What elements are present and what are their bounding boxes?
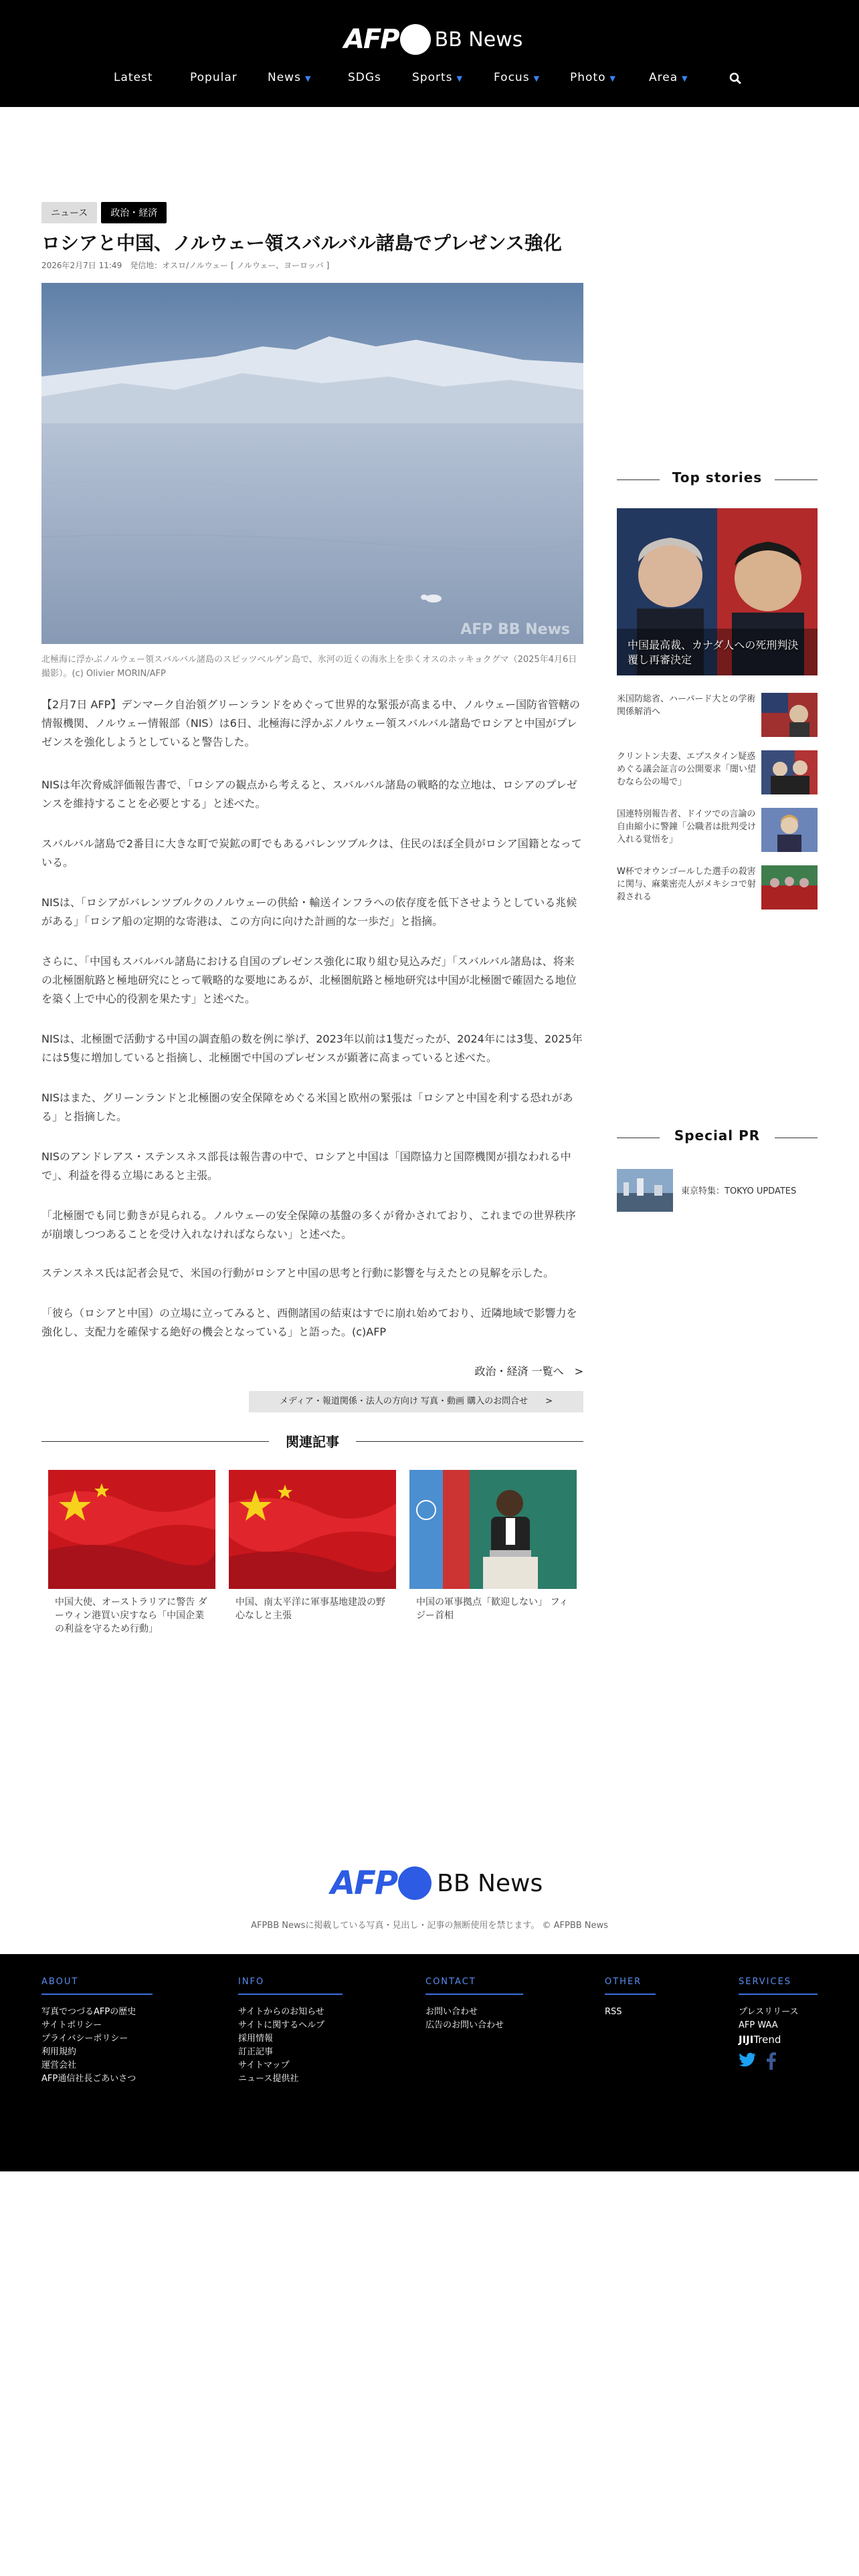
footer-link[interactable]: 広告のお問い合わせ	[425, 2020, 504, 2030]
nav-area[interactable]: Area ▼	[649, 71, 688, 84]
nav-sports[interactable]: Sports ▼	[412, 71, 463, 84]
story-thumbnail	[761, 693, 818, 737]
top-stories-heading: Top stories	[617, 469, 818, 490]
footer-heading: OTHER	[605, 1977, 656, 1995]
footer-link[interactable]: 採用情報	[238, 2034, 274, 2044]
article-paragraph: NISは年次脅威評価報告書で、「ロシアの観点から考えると、スバルバル諸島の戦略的な立地は、ロシアのプレゼンスを維持することを必要とする」と述べた。	[41, 778, 577, 810]
logo-circle	[400, 24, 431, 55]
chevron-down-icon: ▼	[456, 74, 463, 83]
pr-title: 東京特集：TOKYO UPDATES	[681, 1186, 797, 1196]
top-story-caption: 中国最高裁、カナダ人への死刑判決覆し再審決定	[628, 639, 799, 666]
twitter-icon[interactable]	[739, 2052, 756, 2072]
related-thumbnail	[48, 1470, 215, 1589]
nav-news[interactable]: News ▼	[268, 71, 312, 84]
article-paragraph: さらに、「中国もスバルバル諸島における自国のプレゼンス強化に取り組む見込みだ」「スバルバル諸島は、将来の北極圏航路と極地研究にとって戦略的な要地にあるが、北極圏航路と極地研究は中国が北極圏で確固たる地位を築く上で中心的役割を果たす」と述べた。	[41, 955, 577, 1005]
article-paragraph: 「彼ら（ロシアと中国）の立場に立ってみると、西側諸国の結束はすでに崩れ始めており、近隣地域で影響力を強化し、支配力を確保する絶好の機会となっている」と語った。(c)AFP	[41, 1307, 577, 1338]
top-story-feature[interactable]	[617, 508, 818, 675]
related-caption: 中国、南太平洋に軍事基地建設の野心なしと主張	[235, 1597, 385, 1621]
footer-heading: INFO	[238, 1977, 343, 1995]
footer-link[interactable]: サイトからのお知らせ	[238, 2007, 324, 2017]
footer-logo-bbnews: BB News	[437, 1869, 543, 1897]
footer-column-contact	[425, 1977, 523, 2032]
footer-link[interactable]: プライバシーポリシー	[41, 2034, 128, 2044]
related-thumbnail	[409, 1470, 577, 1589]
article-paragraph: ステンスネス氏は記者会見で、米国の行動がロシアと中国の思考と行動に影響を与えたとの見解を示した。	[41, 1267, 555, 1279]
footer-column-services	[739, 1977, 818, 2072]
chevron-down-icon: ▼	[682, 74, 688, 83]
search-icon[interactable]	[729, 72, 743, 86]
category-list-link[interactable]: 政治・経済 一覧へ >	[474, 1365, 583, 1378]
related-article-card[interactable]	[48, 1470, 215, 1636]
footer-link[interactable]: 運営会社	[41, 2060, 77, 2070]
story-thumbnail	[761, 865, 818, 909]
afpbb-logo[interactable]	[344, 23, 522, 56]
image-caption: 北極海に浮かぶノルウェー領スバルバル諸島のスピッツベルゲン島で、氷河の近くの海氷上を歩くオスのホッキョクグマ（2025年4月6日撮影）。(c) Olivier MORIN/AFP	[41, 655, 577, 679]
article-hero-image	[41, 283, 583, 644]
story-thumbnail	[761, 750, 818, 794]
footer-link[interactable]: サイトマップ	[238, 2060, 290, 2070]
footer-logo-afp: AFP	[330, 1864, 397, 1902]
article-meta: 2026年2月7日 11:49 発信地：オスロ/ノルウェー [ ノルウェー、ヨーロッパ ]	[41, 261, 330, 270]
footer-column-about	[41, 1977, 153, 2086]
story-thumbnail	[761, 808, 818, 852]
footer-link[interactable]: プレスリリース	[739, 2007, 799, 2017]
top-story-item[interactable]	[617, 808, 818, 855]
footer-link[interactable]: 写真でつづるAFPの歴史	[41, 2007, 136, 2017]
related-article-card[interactable]	[409, 1470, 577, 1622]
article-paragraph: 「北極圏でも同じ動きが見られる。ノルウェーの安全保障の基盤の多くが脅かされており、これまでの世界秩序が崩壊しつつあることを受け入れなければならない」と述べた。	[41, 1209, 576, 1241]
top-story-title: 米国防総省、ハーバード大との学術関係解消へ	[617, 694, 756, 717]
pr-thumbnail	[617, 1169, 673, 1212]
nav-focus[interactable]: Focus ▼	[494, 71, 541, 84]
top-story-title: クリントン夫妻、エプスタイン疑惑めぐる議会証言の公開要求「闇い望むなら公の場で」	[617, 752, 757, 787]
footer-link[interactable]: サイトに関するヘルプ	[238, 2020, 325, 2030]
top-story-item[interactable]	[617, 693, 818, 740]
footer-heading: CONTACT	[425, 1977, 523, 1995]
related-article-card[interactable]	[229, 1470, 396, 1622]
image-watermark: AFP BB News	[460, 621, 570, 638]
top-story-title: 国連特別報告者、ドイツでの言論の自由縮小に警鐘「公職者は批判受け入れる覚悟を」	[617, 809, 757, 845]
main-nav	[0, 71, 859, 94]
top-story-item[interactable]	[617, 865, 818, 912]
footer-column-other	[605, 1977, 656, 2019]
article-paragraph: NISのアンドレアス・ステンスネス部長は報告書の中で、ロシアと中国は「国際協力と国際機関が損なわれる中で」、利益を得る立場にあると主張。	[41, 1150, 571, 1182]
article-paragraph: 【2月7日 AFP】デンマーク自治領グリーンランドをめぐって世界的な緊張が高まる中、ノルウェー国防省管轄の情報機関、ノルウェー情報部（NIS）は6日、北極海に浮かぶノルウェー領スバルバル諸島でロシアと中国がプレゼンスを強化しようとしていると警告した。	[41, 698, 581, 748]
related-thumbnail	[229, 1470, 396, 1589]
article-paragraph: NISは、「ロシアがバレンツブルクのノルウェーの供給・輸送インフラへの依存度を低下させようとしている兆候がある」「ロシア船の定期的な寄港は、この方向に向けた計画的な一歩だ」と指摘。	[41, 896, 577, 928]
copyright-notice: AFPBB Newsに掲載している写真・見出し・記事の無断使用を禁じます。 © AFPBB News	[251, 1921, 608, 1931]
related-caption: 中国大使、オーストラリアに警告 ダーウィン港買い戻すなら「中国企業の利益を守るため行動」	[55, 1597, 207, 1634]
article-paragraph: NISはまた、グリーンランドと北極圏の安全保障をめぐる米国と欧州の緊張は「ロシアと中国を利する恐れがある」と指摘した。	[41, 1091, 573, 1123]
footer-link[interactable]: 訂正記事	[238, 2047, 274, 2057]
site-header	[0, 0, 859, 107]
nav-photo[interactable]: Photo ▼	[570, 71, 616, 84]
media-inquiry-button[interactable]: メディア・報道関係・法人の方向け 写真・動画 購入のお問合せ >	[249, 1391, 583, 1412]
footer-link[interactable]: ニュース提供社	[238, 2074, 299, 2084]
footer-heading: ABOUT	[41, 1977, 153, 1995]
footer-link[interactable]: 利用規約	[41, 2047, 77, 2057]
footer-link[interactable]: AFP WAA	[739, 2020, 778, 2030]
footer-link[interactable]: AFP通信社長ごあいさつ	[41, 2074, 136, 2084]
tag-politics-economy[interactable]: 政治・経済	[101, 202, 167, 223]
nav-latest[interactable]: Latest	[114, 71, 153, 84]
special-pr-heading: Special PR	[617, 1128, 818, 1148]
nav-sdgs[interactable]: SDGs	[348, 71, 381, 84]
footer-heading: SERVICES	[739, 1977, 818, 1995]
top-story-title: W杯でオウンゴールした選手の殺害に関与、麻薬密売人がメキシコで射殺される	[617, 867, 756, 902]
nav-popular[interactable]: Popular	[190, 71, 237, 84]
tag-news[interactable]: ニュース	[41, 202, 97, 223]
logo-afp-text: AFP	[344, 24, 399, 55]
article-tags	[41, 202, 167, 223]
article-paragraph: NISは、北極圏で活動する中国の調査船の数を例に挙げ、2023年以前は1隻だったが、2024年には3隻、2025年には5隻に増加していると指摘し、北極圏で中国のプレゼンスが顕著に高まっていると述べた。	[41, 1033, 583, 1064]
footer-link[interactable]: サイトポリシー	[41, 2020, 102, 2030]
article-paragraph: スバルバル諸島で2番目に大きな町で炭鉱の町でもあるバレンツブルクは、住民のほぼ全員がロシア国籍となっている。	[41, 837, 582, 869]
special-pr-item[interactable]	[617, 1169, 818, 1212]
top-story-item[interactable]	[617, 750, 818, 797]
footer-logo[interactable]	[330, 1863, 543, 1903]
footer-link[interactable]: RSS	[605, 2007, 622, 2017]
related-articles-heading: 関連記事	[41, 1431, 583, 1451]
footer-logo-circle	[398, 1866, 432, 1900]
article-title: ロシアと中国、ノルウェー領スバルバル諸島でプレゼンス強化	[41, 232, 562, 254]
related-caption: 中国の軍事拠点「歓迎しない」 フィジー首相	[416, 1597, 569, 1621]
chevron-down-icon: ▼	[533, 74, 541, 83]
jiji-trend-link[interactable]: JIJITrend	[739, 2034, 781, 2046]
footer-column-info	[238, 1977, 343, 2086]
social-links	[739, 2052, 818, 2072]
facebook-icon[interactable]	[767, 2052, 776, 2072]
logo-bbnews-text: BB News	[434, 27, 523, 51]
chevron-down-icon: ▼	[609, 74, 616, 83]
chevron-down-icon: ▼	[304, 74, 312, 83]
footer-link[interactable]: お問い合わせ	[425, 2007, 478, 2017]
